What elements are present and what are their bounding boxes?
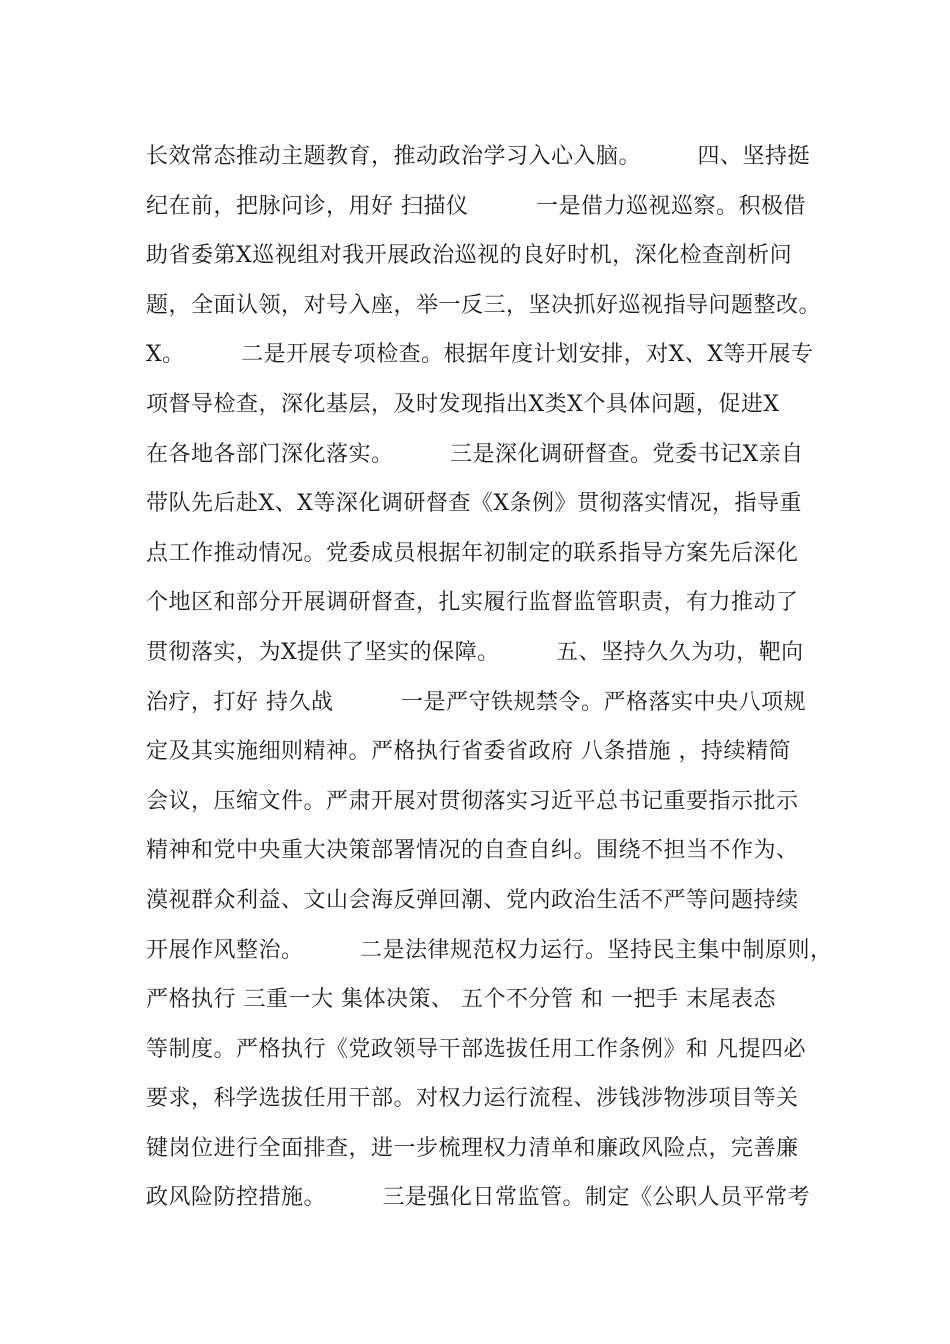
document-body bbox=[146, 132, 836, 1223]
text-line: 在各地各部门深化落实。 三是深化调研督查。党委书记X亲自 bbox=[146, 441, 804, 467]
text-line: 会议，压缩文件。严肃开展对贯彻落实习近平总书记重要指示批示 bbox=[146, 788, 799, 814]
text-line: 题，全面认领，对号入座，举一反三，坚决抓好巡视指导问题整改。 bbox=[146, 292, 822, 318]
text-line: 个地区和部分开展调研督查，扎实履行监督监管职责，有力推动了 bbox=[146, 590, 799, 616]
text-line: 长效常态推动主题教育，推动政治学习入心入脑。 四、坚持挺 bbox=[146, 144, 811, 169]
text-line: 项督导检查，深化基层，及时发现指出X类X个具体问题，促进X bbox=[146, 391, 780, 417]
text-line: 贯彻落实，为X提供了坚实的保障。 五、坚持久久为功，靶向 bbox=[146, 639, 804, 665]
text-line: 开展作风整治。 二是法律规范权力运行。坚持民主集中制原则， bbox=[146, 937, 833, 963]
text-line: 等制度。严格执行《党政领导干部选拔任用工作条例》和 凡提四必 bbox=[146, 1036, 806, 1062]
text-line: 助省委第X巡视组对我开展政治巡视的良好时机，深化检查剖析问 bbox=[146, 243, 793, 269]
text-line: 纪在前，把脉问诊，用好 扫描仪 一是借力巡视巡察。积极借 bbox=[146, 193, 806, 219]
text-line: 要求，科学选拔任用干部。对权力运行流程、涉钱涉物涉项目等关 bbox=[146, 1086, 799, 1112]
text-line: 点工作推动情况。党委成员根据年初制定的联系指导方案先后深化 bbox=[146, 540, 799, 566]
text-line: 治疗，打好 持久战 一是严守铁规禁令。严格落实中央八项规 bbox=[146, 689, 806, 715]
text-line: 漠视群众利益、文山会海反弹回潮、党内政治生活不严等问题持续 bbox=[146, 887, 799, 913]
text-line: 严格执行 三重一大 集体决策、 五个不分管 和 一把手 末尾表态 bbox=[146, 987, 776, 1013]
text-line: 键岗位进行全面排查，进一步梳理权力清单和廉政风险点，完善廉 bbox=[146, 1135, 799, 1161]
text-line: X。 二是开展专项检查。根据年度计划安排，对X、X等开展专 bbox=[146, 342, 814, 368]
text-line: 政风险防控措施。 三是强化日常监管。制定《公职人员平常考 bbox=[146, 1185, 811, 1211]
text-line: 精神和党中央重大决策部署情况的自查自纠。围绕不担当不作为、 bbox=[146, 838, 799, 864]
text-line: 定及其实施细则精神。严格执行省委省政府 八条措施 ，持续精简 bbox=[146, 739, 791, 765]
text-line: 带队先后赴X、X等深化调研督查《X条例》贯彻落实情况，指导重 bbox=[146, 491, 802, 517]
